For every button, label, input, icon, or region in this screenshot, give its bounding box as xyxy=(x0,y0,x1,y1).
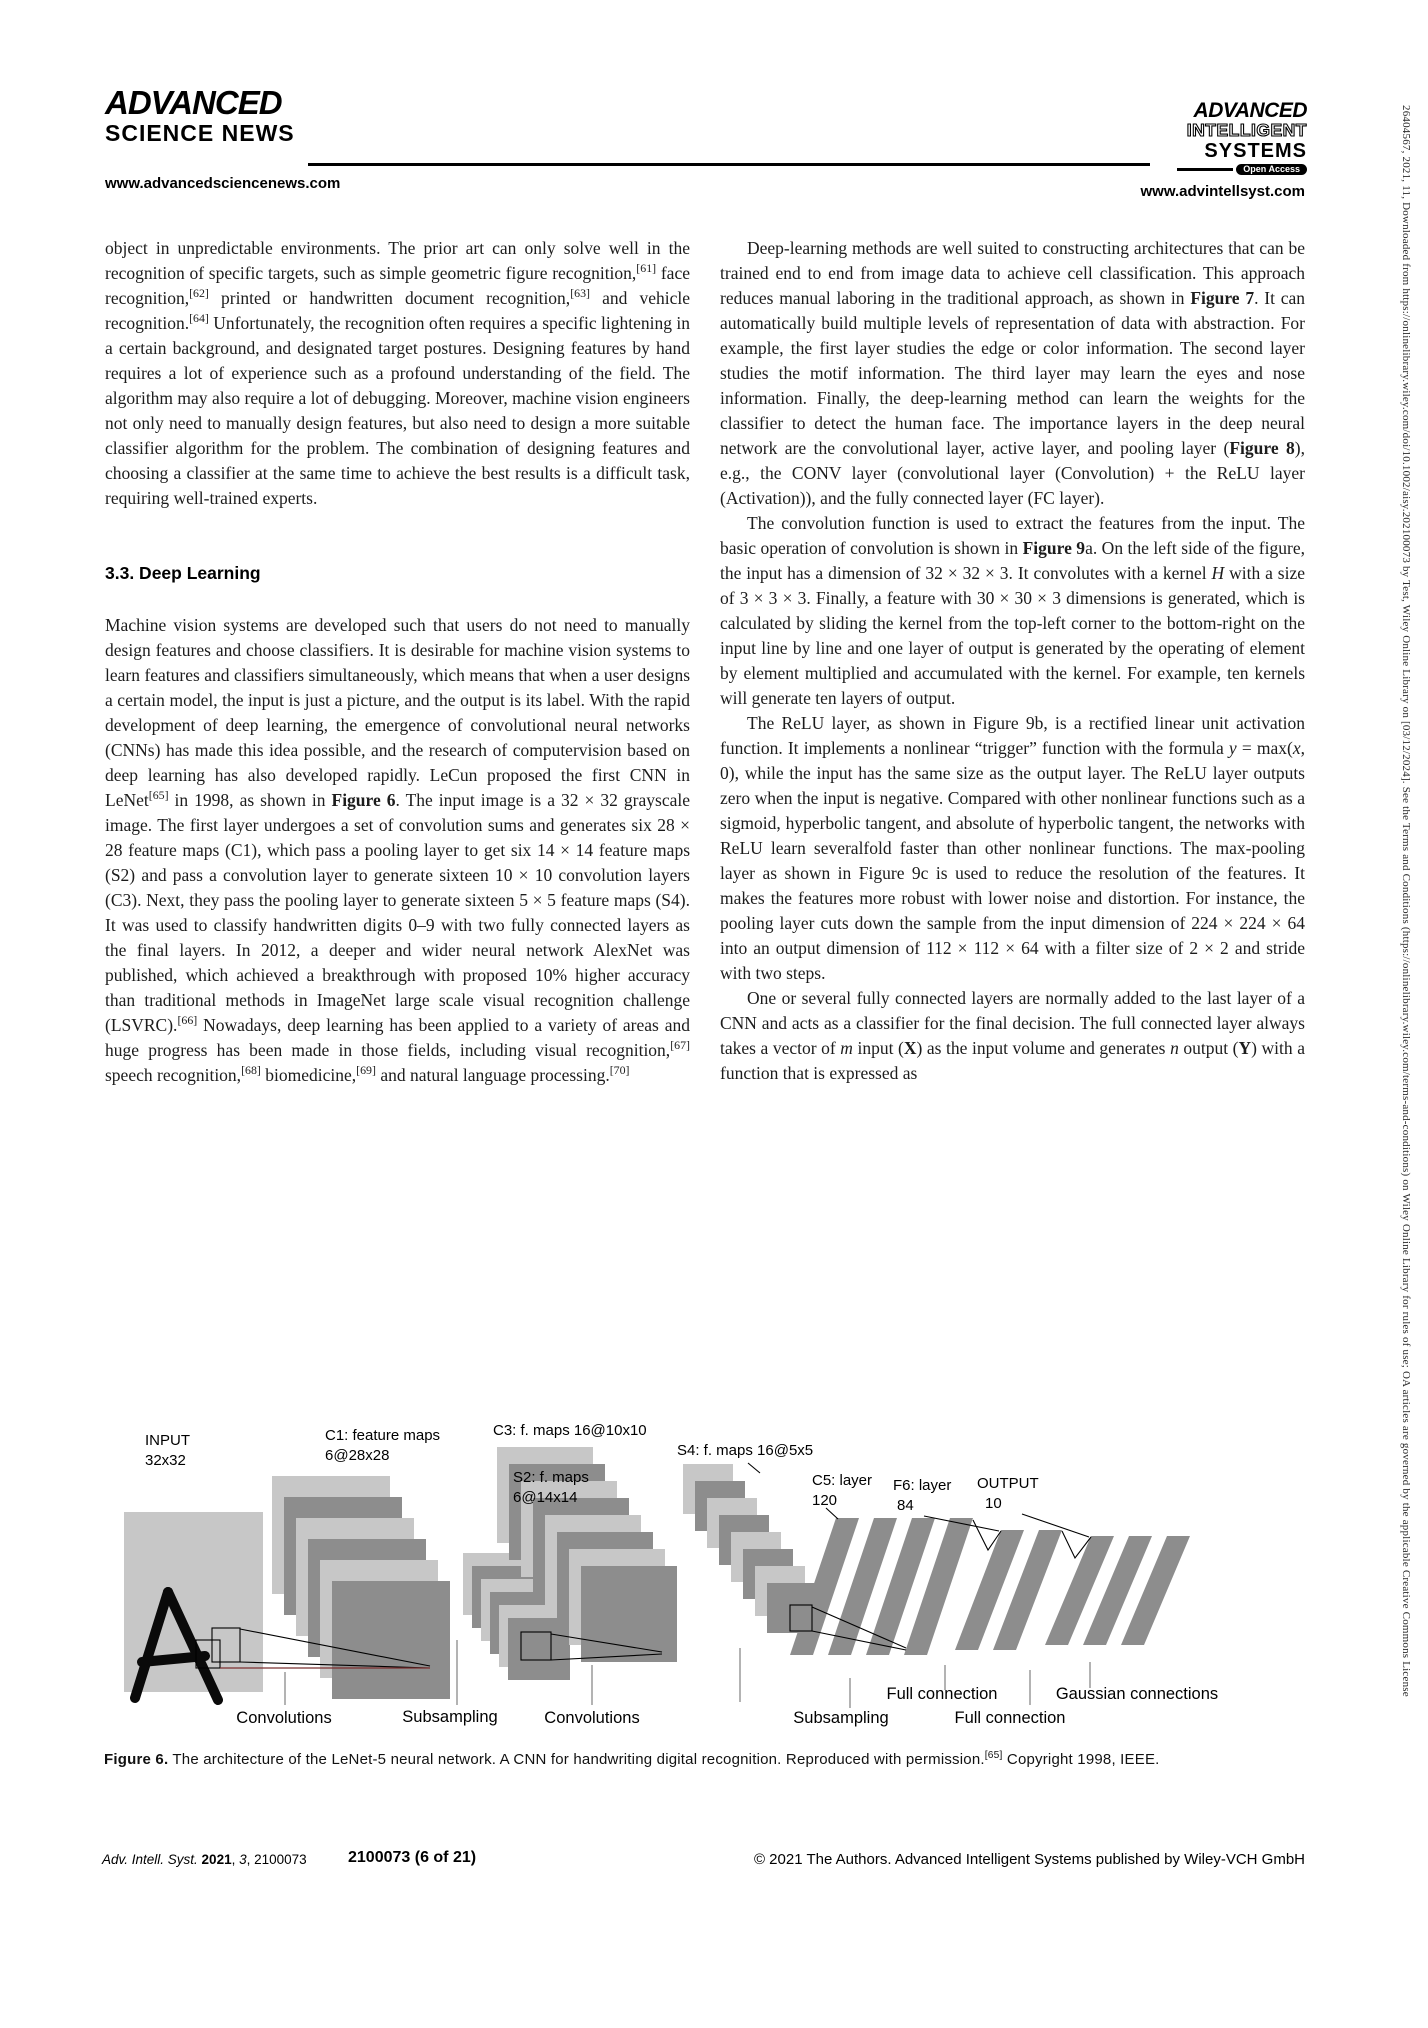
body-paragraph: One or several fully connected layers are normally added to the last layer of a CNN and acts as a classifier for the final decision. The full connected layer always takes a vector of m input (X) as the input volume and generates n output (Y) with a function that is expressed as xyxy=(720,988,1305,1083)
output-label-line2: 10 xyxy=(985,1495,1002,1512)
output-label-line1: OUTPUT xyxy=(977,1475,1039,1492)
asn-logo-line1: ADVANCED xyxy=(105,84,282,121)
output-layer-band xyxy=(1045,1536,1190,1645)
full-connection-label-lower: Full connection xyxy=(954,1709,1066,1727)
wiley-license-sidebar-text: 26404567, 2021, 11, Downloaded from https://onlinelibrary.wiley.com/doi/10.1002/aisy.202100073 by Test, Wiley Online Library on [03/12/2024]. See the Terms and Conditions (https://onlinelibrary.wiley.com/terms-and-conditions) on Wiley Online Library for rules of use; OA articles are governed by the applicable Creative Commons License xyxy=(1400,105,1412,1697)
f6-label-line2: 84 xyxy=(897,1497,914,1514)
body-paragraph: object in unpredictable environments. The prior art can only solve well in the recognition of specific targets, such as simple geometric figure recognition,[61] face recognition,[62] printed or handwritten document recognition,[63] and vehicle recognition.[64] Unfortunately, the recognition often requires a specific lightening in a certain background, and designated target postures. Designing features by hand requires a lot of experience such as a profound understanding of the field. The algorithm may also require a lot of debugging. Moreover, machine vision engineers not only need to manually design features, but also need to design a more suitable classifier algorithm for the problem. The combination of designing features and choosing a classifier at the same time to achieve the best results is a difficult task, requiring well-trained experts. xyxy=(105,238,690,508)
f6-layer-band xyxy=(955,1530,1062,1650)
ais-logo-line1: ADVANCED xyxy=(1193,99,1307,122)
c5-label-line1: C5: layer xyxy=(812,1472,873,1489)
c1-label-line2: 6@28x28 xyxy=(325,1447,390,1464)
ais-logo-line3: SYSTEMS xyxy=(1204,139,1307,162)
f6-label-line1: F6: layer xyxy=(893,1477,952,1494)
ais-logo-line2: INTELLIGENT xyxy=(1186,120,1307,140)
c5-label-line2: 120 xyxy=(812,1492,838,1509)
body-paragraph: The convolution function is used to extract the features from the input. The basic operation of convolution is shown in Figure 9a. On the left side of the figure, the input has a dimension of 32 × 32 × 3. It convolutes with a kernel H with a size of 3 × 3 × 3. Finally, a feature with 30 × 30 × 3 dimensions is generated, which is calculated by sliding the kernel from the top-left corner to the bottom-right on the input line by line and one layer of output is generated by the operating of element by element multiplied and accumulated with the kernel. For example, ten kernels will generate ten layers of output. xyxy=(720,513,1305,708)
input-label-line2: 32x32 xyxy=(145,1452,186,1469)
c1-label-line1: C1: feature maps xyxy=(325,1427,441,1444)
advanced-science-news-logo xyxy=(105,86,295,145)
s4-feature-map-stack xyxy=(683,1464,817,1633)
s4-label: S4: f. maps 16@5x5 xyxy=(677,1442,814,1459)
ais-url-link[interactable]: www.advintellsyst.com xyxy=(1140,183,1305,200)
footer-copyright: © 2021 The Authors. Advanced Intelligent Systems published by Wiley-VCH GmbH xyxy=(753,1851,1305,1868)
s2-label-line1: S2: f. maps xyxy=(513,1469,589,1486)
body-paragraph: Machine vision systems are developed such that users do not need to manually design features and choose classifiers. It is desirable for machine vision systems to learn features and classifiers simultaneously, which means that when a user designs a certain model, the input is just a picture, and the output is its label. With the rapid development of deep learning, the emergence of convolutional neural networks (CNNs) has made this idea possible, and the research of computervision based on deep learning has also developed rapidly. LeCun proposed the first CNN in LeNet[65] in 1998, as shown in Figure 6. The input image is a 32 × 32 grayscale image. The first layer undergoes a set of convolution sums and generates six 28 × 28 feature maps (C1), which pass a pooling layer to get six 14 × 14 feature maps (S2) and pass a convolution layer to generate sixteen 10 × 10 convolution layers (C3). Next, they pass the pooling layer to generate sixteen 5 × 5 feature maps (S4). It was used to classify handwritten digits 0–9 with two fully connected layers as the final layers. In 2012, a deeper and wider neural network AlexNet was published, which achieved a breakthrough with proposed 10% higher accuracy than traditional methods in ImageNet large scale visual recognition challenge (LSVRC).[66] Nowadays, deep learning has been applied to a variety of areas and huge progress has been made in those fields, including visual recognition,[67] speech recognition,[68] biomedicine,[69] and natural language processing.[70] xyxy=(105,615,690,1085)
advanced-intelligent-systems-logo xyxy=(1177,100,1307,175)
gaussian-connections-label: Gaussian connections xyxy=(1055,1685,1219,1703)
logo-bar xyxy=(1177,168,1233,171)
c5-layer-band xyxy=(790,1518,973,1655)
open-access-badge-row xyxy=(1177,164,1307,175)
subsampling-label-2: Subsampling xyxy=(793,1709,889,1727)
body-paragraph: Deep-learning methods are well suited to constructing architectures that can be trained end to end from image data to achieve cell classification. This approach reduces manual laboring in the traditional approach, as shown in Figure 7. It can automatically build multiple levels of representation of data with abstraction. For example, the first layer studies the edge or color information. The second layer studies the motif information. The third layer may learn the eyes and nose information. Finally, the deep-learning method can learn the weights for the classifier to detect the human face. The importance layers in the deep neural network are the convolutional layer, active layer, and pooling layer (Figure 8), e.g., the CONV layer (convolutional layer (Convolution) + the ReLU layer (Activation)), and the fully connected layer (FC layer). xyxy=(720,238,1305,508)
asn-url-link[interactable]: www.advancedsciencenews.com xyxy=(105,175,341,192)
open-access-badge: Open Access xyxy=(1236,164,1307,175)
figure-6-caption: Figure 6. The architecture of the LeNet-5 neural network. A CNN for handwriting digital recognition. Reproduced with permission.[65] Copyright 1998, IEEE. xyxy=(104,1750,1160,1768)
footer-citation: Adv. Intell. Syst. 2021, 3, 2100073 xyxy=(102,1852,307,1867)
subsampling-label-1: Subsampling xyxy=(402,1708,498,1726)
right-column xyxy=(720,236,1305,1086)
s2-label-line2: 6@14x14 xyxy=(513,1489,578,1506)
header-rule xyxy=(308,163,1150,166)
section-heading-3-3: 3.3. Deep Learning xyxy=(105,563,261,583)
full-connection-label-upper: Full connection xyxy=(886,1685,998,1703)
input-layer xyxy=(124,1512,263,1700)
input-label-line1: INPUT xyxy=(145,1432,190,1449)
left-column xyxy=(105,236,690,1088)
convolutions-label-2: Convolutions xyxy=(544,1709,640,1727)
lenet5-architecture-figure xyxy=(100,1390,1260,1770)
footer-page-info: 2100073 (6 of 21) xyxy=(348,1849,477,1866)
convolutions-label-1: Convolutions xyxy=(236,1709,332,1727)
body-paragraph: The ReLU layer, as shown in Figure 9b, is a rectified linear unit activation function. It implements a nonlinear “trigger” function with the formula y = max(x, 0), while the input has the same size as the output layer. The ReLU layer outputs zero when the input is negative. Compared with other nonlinear functions such as a sigmoid, hyperbolic tangent, and absolute of hyperbolic tangent, the networks with ReLU learn severalfold faster than other nonlinear functions. The max-pooling layer as shown in Figure 9c is used to reduce the resolution of the features. It makes the features more robust with lower noise and distortion. For instance, the pooling layer cuts down the sample from the input dimension of 224 × 224 × 64 into an output dimension of 112 × 112 × 64 with a filter size of 2 × 2 and stride with two steps. xyxy=(720,713,1305,983)
asn-logo-line2: SCIENCE NEWS xyxy=(105,120,295,146)
c3-label: C3: f. maps 16@10x10 xyxy=(493,1422,647,1439)
